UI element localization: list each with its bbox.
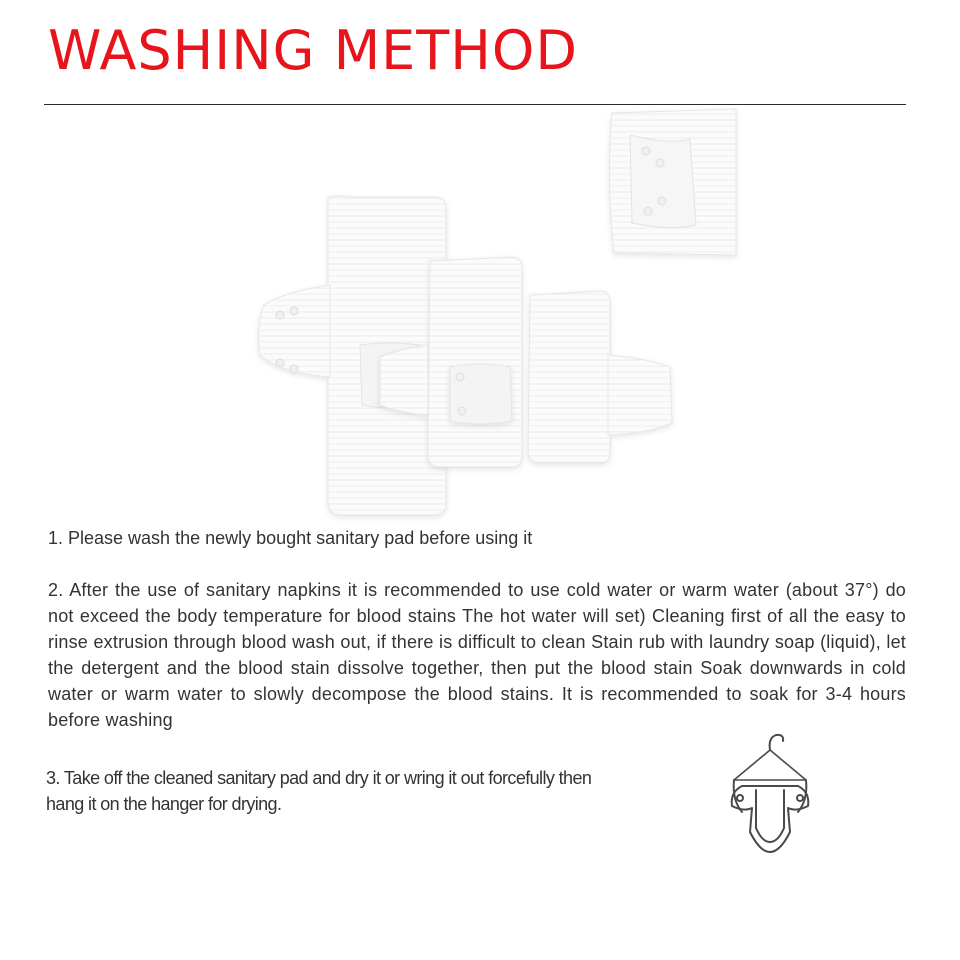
pads-image	[250, 105, 750, 525]
step-1-text: 1. Please wash the newly bought sanitary pad before using it	[48, 528, 533, 548]
pad-on-hanger-icon	[720, 728, 820, 858]
folded-pad	[609, 109, 736, 255]
step-3-text: 3. Take off the cleaned sanitary pad and dry it or wring it out forcefully then hang it on the hanger for drying.	[46, 768, 592, 814]
page-title: WASHING METHOD	[48, 19, 578, 82]
step-2-text: 2. After the use of sanitary napkins it is recommended to use cold water or warm water (about 37°) do not exceed the body temperature for blood stains The hot water will set) Cleaning first of all the easy to rinse extrusion through blood wash out, if there is difficult to clean Stain rub with laundry soap (liquid), let the detergent and the blood stain dissolve together, then put the blood stain Soak downwards in cold water or warm water to slowly decompose the blood stains. It is recommended to soak for 3-4 hours before washing	[48, 580, 906, 730]
